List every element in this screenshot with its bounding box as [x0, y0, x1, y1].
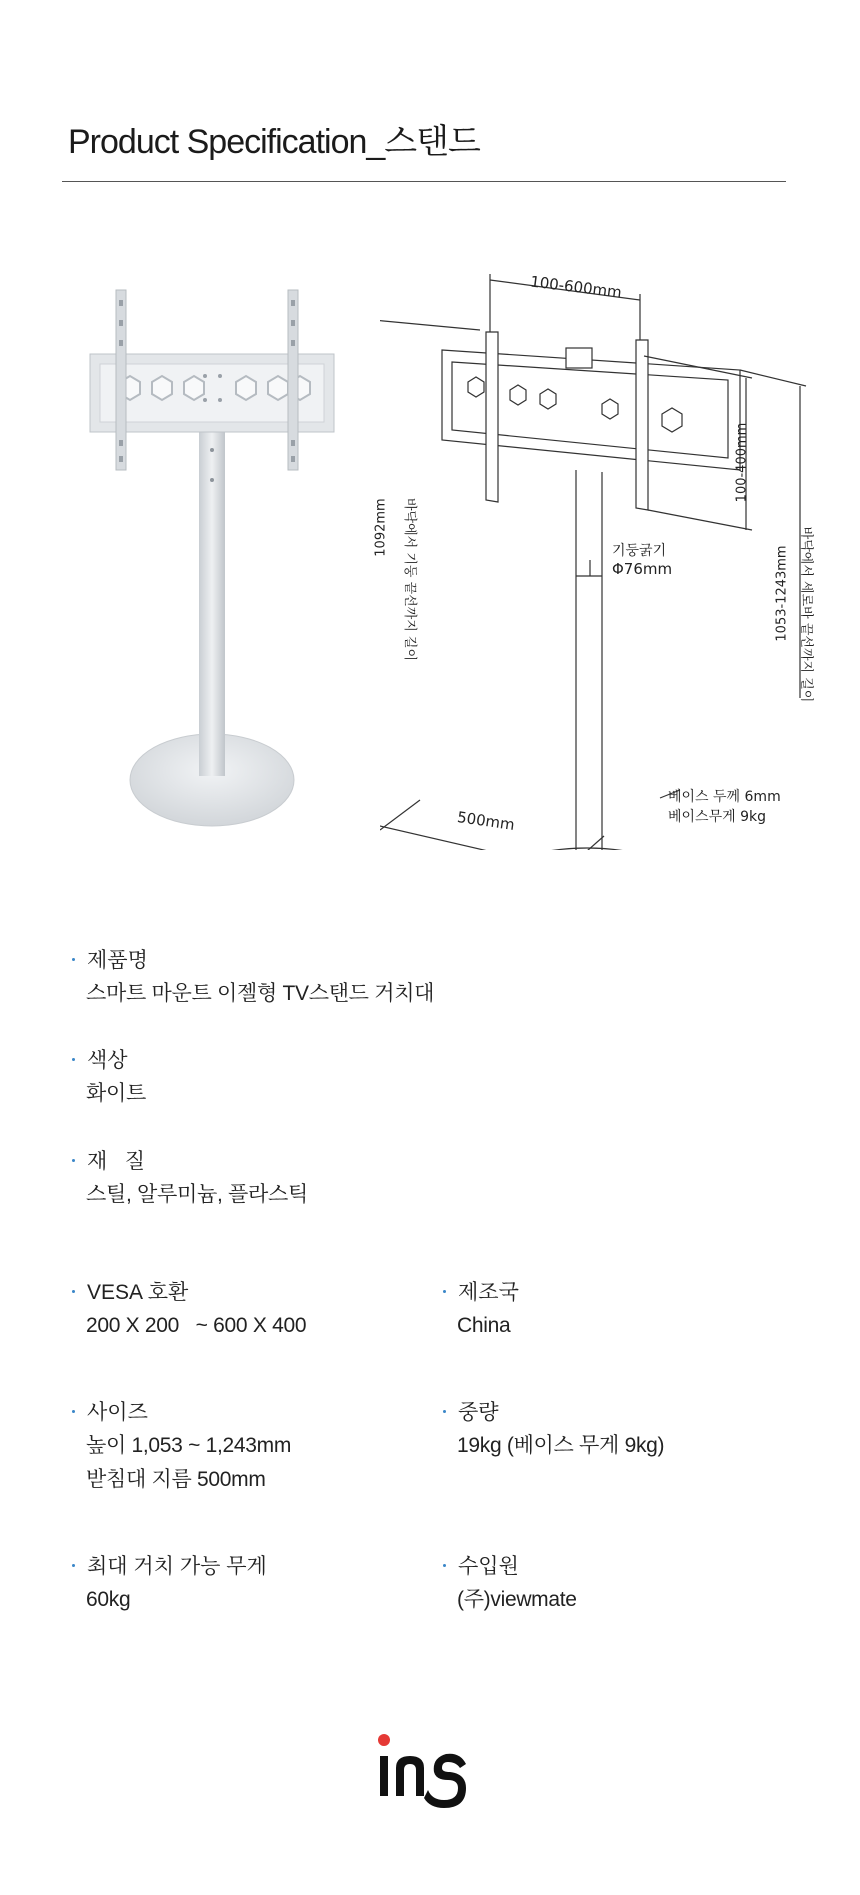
bullet-dot — [72, 1564, 75, 1567]
spec-vesa-label: VESA 호환 — [72, 1276, 188, 1306]
bullet-dot — [72, 1159, 75, 1162]
page-title: Product Specification_스탠드 — [68, 123, 480, 161]
spec-name-value: 스마트 마운트 이젤형 TV스탠드 거치대 — [86, 982, 435, 1005]
bullet-dot — [72, 1410, 75, 1413]
spec-max-load-label: 최대 거치 가능 무게 — [72, 1550, 267, 1580]
spec-importer-label: 수입원 — [443, 1550, 519, 1580]
dim-width-top: 100-600mm — [529, 272, 623, 302]
spec-color-label: 색상 — [72, 1044, 128, 1074]
brand-logo — [374, 1728, 474, 1808]
dim-height-total: 1092mm — [373, 498, 389, 557]
spec-material-value: 스틸, 알루미늄, 플라스틱 — [86, 1183, 308, 1206]
bullet-dot — [72, 1058, 75, 1061]
spec-max-load-value: 60kg — [86, 1588, 131, 1611]
dim-height-range: 1053-1243mm — [774, 545, 790, 642]
dim-pole-value: Φ76mm — [612, 560, 673, 578]
bullet-dot — [443, 1290, 446, 1293]
bullet-dot — [443, 1564, 446, 1567]
spec-country-value: China — [457, 1314, 511, 1337]
spec-size-label: 사이즈 — [72, 1396, 148, 1426]
spec-country-label: 제조국 — [443, 1276, 519, 1306]
product-photo — [80, 280, 360, 840]
spec-weight-label: 중량 — [443, 1396, 499, 1426]
bullet-dot — [443, 1410, 446, 1413]
dim-height-total-note: 바닥에서 기둥 끝선까지 길이 — [402, 497, 418, 662]
dim-pole-label: 기둥굵기 — [612, 543, 667, 559]
spec-name-label: 제품명 — [72, 944, 148, 974]
bullet-dot — [72, 1290, 75, 1293]
dimension-diagram — [380, 270, 840, 850]
spec-color-value: 화이트 — [86, 1082, 146, 1105]
spec-size-value-1: 높이 1,053 ~ 1,243mm — [86, 1434, 292, 1457]
spec-importer-value: (주)viewmate — [457, 1588, 577, 1611]
spec-material-label: 재 질 — [72, 1145, 145, 1175]
spec-size-value-2: 받침대 지름 500mm — [86, 1468, 266, 1491]
dim-base-weight: 베이스무게 9kg — [668, 809, 766, 825]
spec-vesa-value: 200 X 200 ~ 600 X 400 — [86, 1314, 307, 1337]
bullet-dot — [72, 958, 75, 961]
dim-base-width: 500mm — [456, 808, 516, 834]
dim-vertical-range: 100-400mm — [734, 422, 750, 503]
dim-base-thickness: 베이스 두께 6mm — [668, 789, 781, 805]
dim-height-range-note: 바닥에서 세로바 끝선까지 길이 — [798, 526, 814, 703]
spec-weight-value: 19kg (베이스 무게 9kg) — [457, 1434, 665, 1457]
title-divider — [62, 181, 786, 182]
